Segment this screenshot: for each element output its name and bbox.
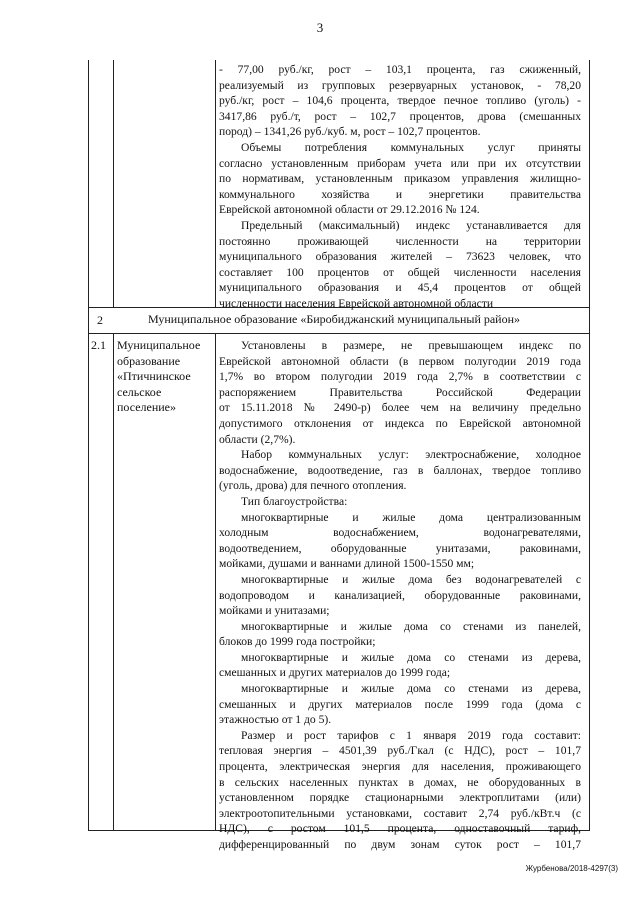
text-line: многоквартирные и жилые дома со стенами из дерева, xyxy=(241,650,581,664)
text-line: водоснабжение, водоотведение, газ в баллонах, твердое топливо xyxy=(219,463,581,477)
text-line: смешанных и других материалов до 1999 года; xyxy=(219,666,451,680)
text-line: постоянно проживающей численности на территории xyxy=(219,234,581,248)
table-row-separator-2 xyxy=(88,333,590,334)
text-line: многоквартирные и жилые дома централизованным xyxy=(241,510,581,524)
text-line: согласно установленным приборам учета или при их отсутствии xyxy=(219,156,581,170)
row-2-1-text xyxy=(219,338,581,853)
text-line: мойками и унитазами; xyxy=(219,604,330,618)
text-line: многоквартирные и жилые дома без водонагревателей с xyxy=(241,572,581,586)
text-line: Набор коммунальных услуг: электроснабжение, холодное xyxy=(241,448,581,462)
text-line: электроотопительными установками, составит 2,74 руб./кВт.ч (с xyxy=(219,806,581,820)
text-line: водопроводом и канализацией, оборудованные раковинами, xyxy=(219,588,581,602)
name-line: «Птичнинское xyxy=(117,369,191,384)
text-line: 3417,86 руб./т, рост – 102,7 процентов, дрова (смешанных xyxy=(219,109,581,123)
text-line: тепловая энергия – 4501,39 руб./Гкал (с НДС), рост – 101,7 xyxy=(219,744,581,758)
table-border-right xyxy=(589,60,590,830)
text-line: составляет 100 процентов от общей численности населения xyxy=(219,265,581,279)
text-line: водоотведением, оборудованные унитазами, раковинами, xyxy=(219,541,581,555)
table-column-divider-2 xyxy=(215,60,216,307)
text-line: численности населения Еврейской автономной области xyxy=(219,296,494,310)
text-line: Установлены в размере, не превышающем индекс по xyxy=(241,339,581,352)
text-line: Предельный (максимальный) индекс устанавливается для xyxy=(241,218,581,232)
text-line: процента, электрическая энергия для населения, проживающего xyxy=(219,760,581,774)
text-line: реализуемый из групповых резервуарных установок, - 78,20 xyxy=(219,78,581,92)
text-line: блоков до 1999 года постройки; xyxy=(219,635,376,649)
text-line: коммунального хозяйства и энергетики правительства xyxy=(219,187,581,201)
name-line: поселение» xyxy=(117,400,177,415)
text-line: Еврейской автономной области от 29.12.2016 № 124. xyxy=(219,203,480,217)
text-line: области (2,7%). xyxy=(219,432,296,446)
text-line: в сельских населенных пунктах в домах, не оборудованных в xyxy=(219,775,581,789)
text-line: НДС), с ростом 101,5 процента, одноставочный тариф, xyxy=(219,822,581,836)
text-line: Объемы потребления коммунальных услуг приняты xyxy=(241,140,581,154)
page-number: 3 xyxy=(316,20,324,35)
text-line: распоряжением Правительства Российской Федерации xyxy=(219,385,581,399)
text-line: пород) – 1341,26 руб./куб. м, рост – 102,7 процентов. xyxy=(219,125,481,139)
text-line: холодным водоснабжением, водонагревателями, xyxy=(219,526,581,540)
text-line: от 15.11.2018 № 2490-р) более чем на величину предельно xyxy=(219,401,581,415)
table-column-divider-2b xyxy=(215,333,216,830)
text-line: 1,7% во втором полугодии 2019 года 2,7% в соответствии с xyxy=(219,370,581,384)
continuation-cell-text xyxy=(219,62,581,312)
text-line: муниципального образования жителей – 73623 человек, что xyxy=(219,250,581,264)
document-footer-code: Журбенова/2018-4297(3) xyxy=(525,864,618,873)
text-line: допустимого отклонения от индекса по Еврейской автономной xyxy=(219,416,581,430)
row-2-1-name xyxy=(117,338,213,416)
text-line: - 77,00 руб./кг, рост – 103,1 процента, газ сжиженный, xyxy=(219,63,581,76)
name-line: образование xyxy=(117,353,181,368)
row-2-1-number: 2.1 xyxy=(91,338,106,352)
text-line: этажностью от 1 до 5). xyxy=(219,713,332,727)
name-line: Муниципальное xyxy=(117,338,201,352)
text-line: установленном порядке стационарными электроплитами (или) xyxy=(219,791,581,805)
table-column-divider-1 xyxy=(113,60,114,307)
text-line: Размер и рост тарифов с 1 января 2019 года составит: xyxy=(241,728,581,742)
row-2-title: Муниципальное образование «Биробиджанский муниципальный район» xyxy=(148,312,521,326)
text-line: руб./кг, рост – 104,6 процента, твердое печное топливо (уголь) - xyxy=(219,94,581,108)
row-2-number: 2 xyxy=(97,313,103,327)
text-line: дифференцированный по двум зонам суток рост – 101,7 xyxy=(219,838,581,851)
text-line: по нормативам, установленным приказом управления жилищно- xyxy=(219,172,581,186)
text-line: многоквартирные и жилые дома со стенами из панелей, xyxy=(241,619,581,633)
text-line: мойками, душами и ваннами длиной 1500-1550 мм; xyxy=(219,557,475,571)
text-line: Тип благоустройства: xyxy=(241,494,348,508)
text-line: муниципального образования и 45,4 процентов от общей xyxy=(219,281,581,295)
text-line: Еврейской автономной области (в первом полугодии 2019 года xyxy=(219,354,581,368)
table-column-divider-1b xyxy=(113,333,114,830)
table-border-left xyxy=(88,60,89,830)
name-line: сельское xyxy=(117,384,162,399)
text-line: многоквартирные и жилые дома со стенами из дерева, xyxy=(241,682,581,696)
text-line: (уголь, дрова) для печного отопления. xyxy=(219,479,407,493)
text-line: смешанных и других материалов после 1999 года (дома с xyxy=(219,697,581,711)
